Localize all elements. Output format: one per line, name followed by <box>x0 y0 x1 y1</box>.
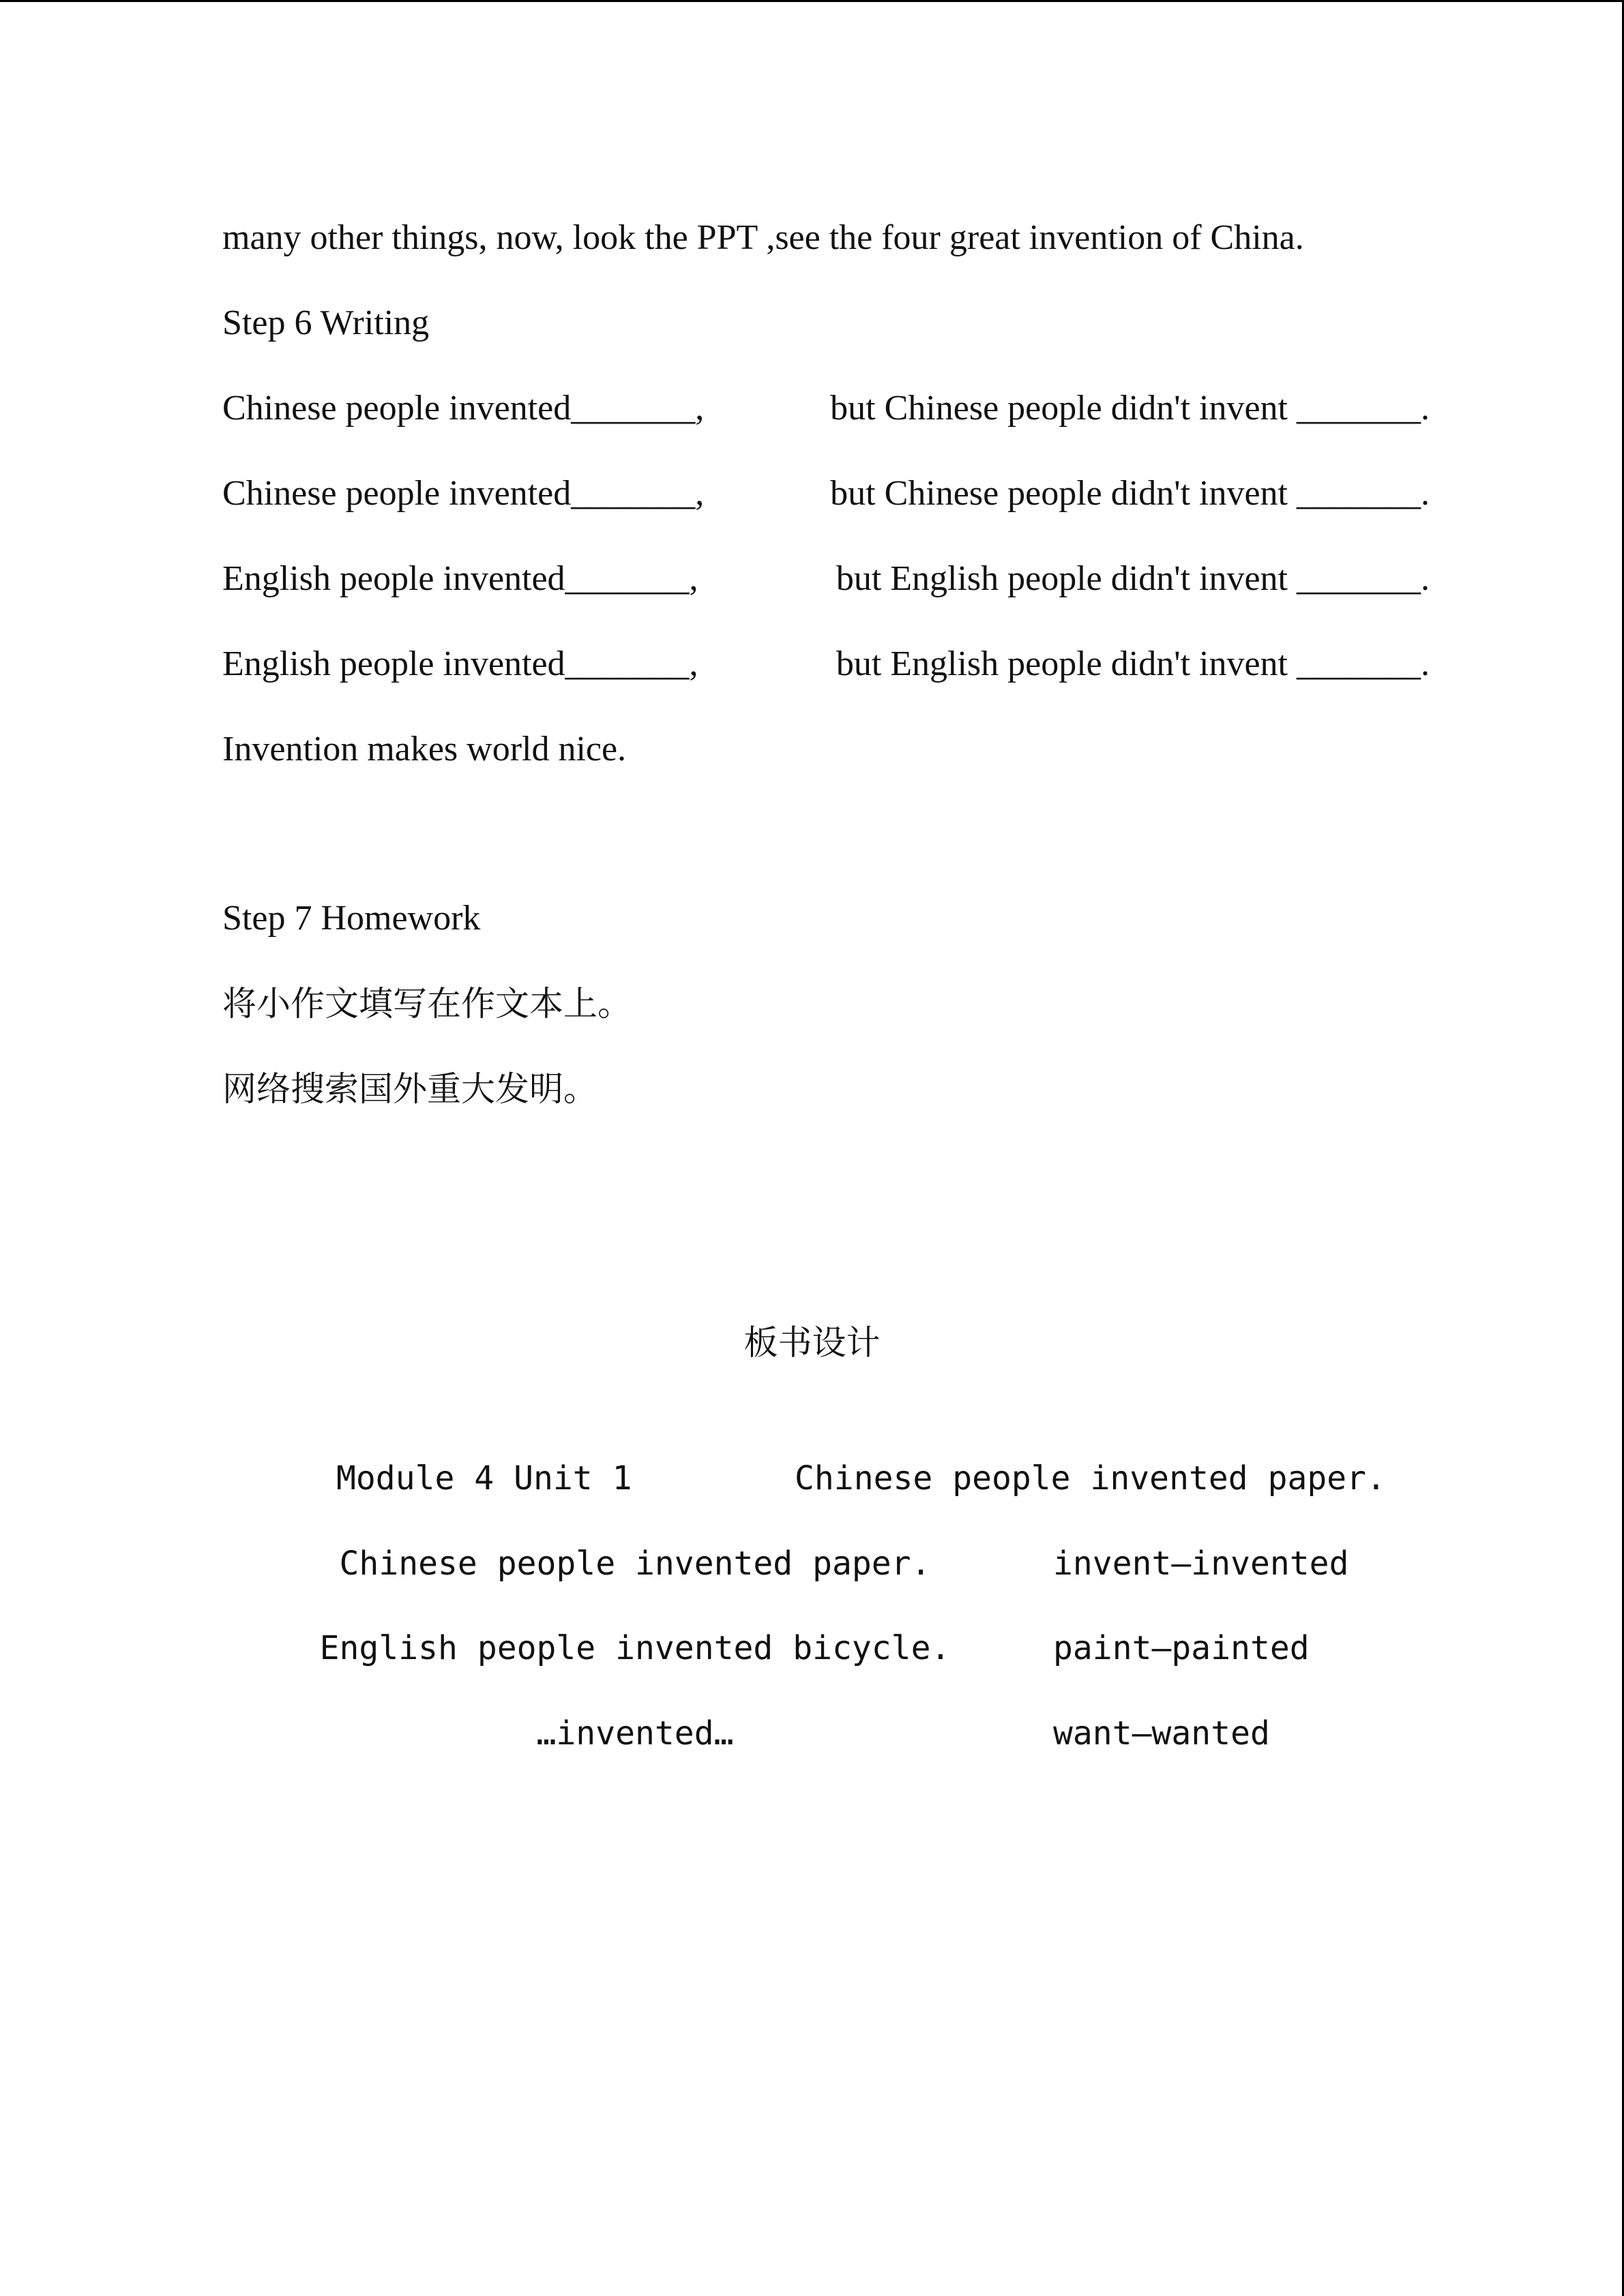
writing-line-2-right: but Chinese people didn't invent _______. <box>830 474 1430 513</box>
homework-item-1: 将小作文填写在作文本上。 <box>222 984 632 1024</box>
board-title: 板书设计 <box>743 1323 881 1362</box>
writing-line-1 <box>222 387 1430 430</box>
writing-line-4-right: but English people didn't invent _______. <box>836 644 1430 683</box>
writing-line-3-right: but English people didn't invent _______. <box>836 559 1430 598</box>
intro-line: many other things, now, look the PPT ,see the four great invention of China. <box>222 218 1304 257</box>
writing-line-2-left: Chinese people invented_______, <box>222 474 705 513</box>
writing-line-2 <box>222 473 1430 515</box>
board-right-item-2: paint—painted <box>1053 1629 1310 1667</box>
board-module: Module 4 Unit 1 <box>336 1459 632 1497</box>
writing-line-3 <box>222 558 1430 600</box>
board-left-item-1: Chinese people invented paper. <box>339 1545 931 1583</box>
writing-line-4-left: English people invented_______, <box>222 644 698 683</box>
step6-title: Step 6 Writing <box>222 303 430 342</box>
board-left-item-2: English people invented bicycle. <box>319 1629 951 1667</box>
board-left-item-3: …invented… <box>536 1714 734 1753</box>
board-right-item-1: invent—invented <box>1053 1545 1349 1583</box>
writing-line-1-left: Chinese people invented_______, <box>222 389 705 428</box>
board-headline: Chinese people invented paper. <box>795 1459 1386 1497</box>
closing-sentence: Invention makes world nice. <box>222 730 627 769</box>
homework-item-2: 网络搜索国外重大发明。 <box>222 1069 597 1109</box>
board-right-item-3: want—wanted <box>1053 1714 1270 1753</box>
page-top-border <box>0 0 1624 2</box>
writing-line-1-right: but Chinese people didn't invent _______. <box>830 389 1430 428</box>
step7-title: Step 7 Homework <box>222 899 481 938</box>
writing-line-3-left: English people invented_______, <box>222 559 698 598</box>
writing-line-4 <box>222 643 1430 685</box>
